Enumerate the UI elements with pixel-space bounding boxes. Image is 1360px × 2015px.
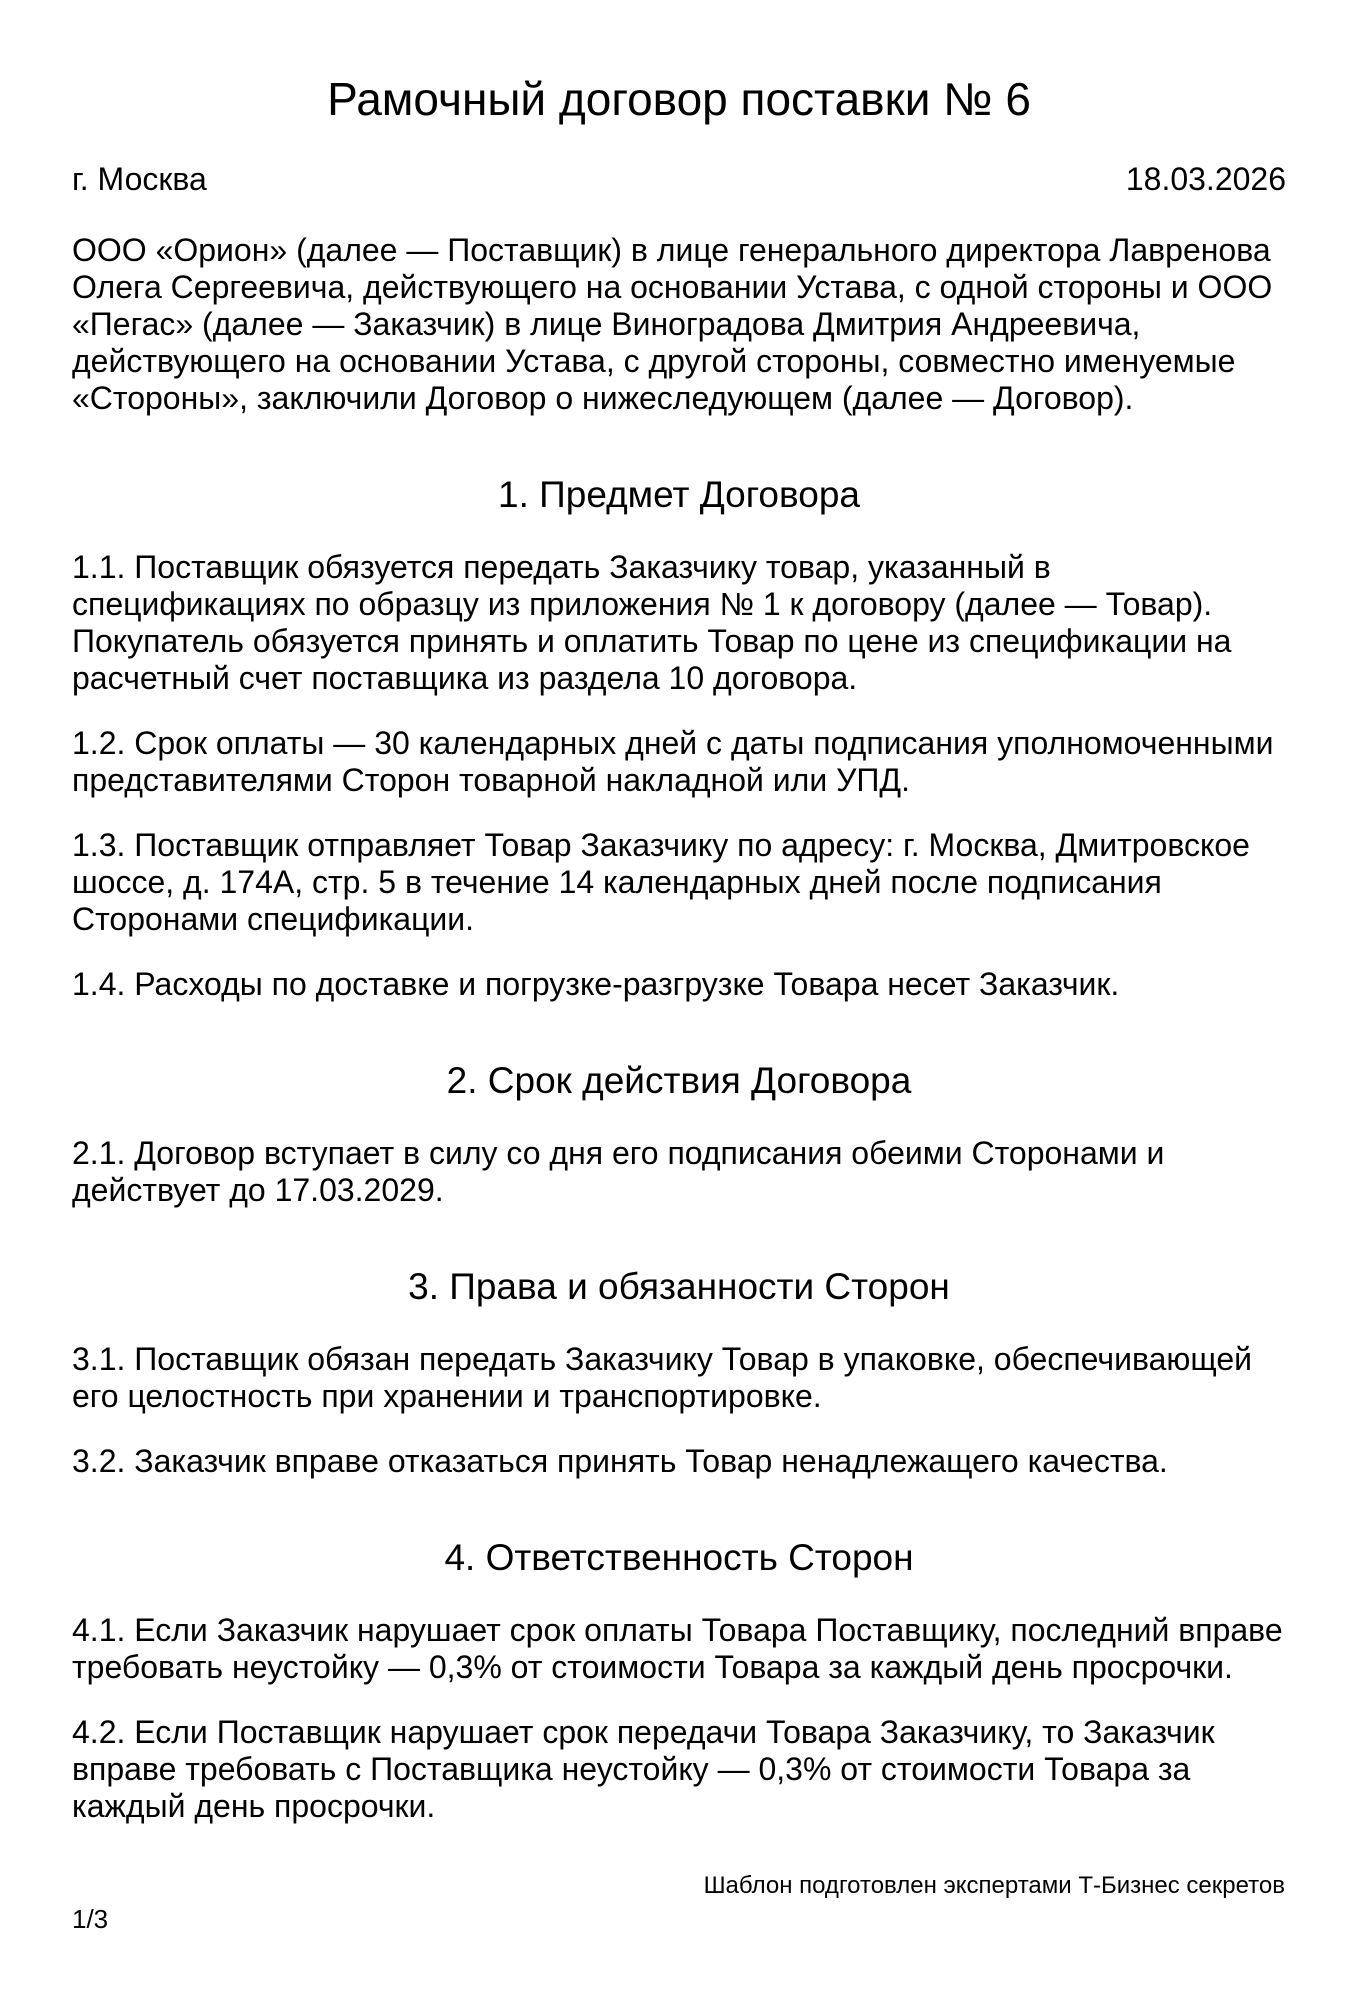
clause-1-3: 1.3. Поставщик отправляет Товар Заказчику по адресу: г. Москва, Дмитровское шоссе, д. 174А, стр. 5 в течение 14 календарных дней после подписания Сторонами спецификации. (72, 827, 1250, 938)
section-1-heading: 1. Предмет Договора (498, 474, 860, 516)
clause-1-1: 1.1. Поставщик обязуется передать Заказчику товар, указанный в спецификациях по образцу из приложения № 1 к договору (далее — Товар). Покупатель обязуется принять и оплатить Товар по цене из спецификации на расчетный счет поставщика из раздела 10 договора. (72, 549, 1232, 697)
document-date: 18.03.2026 (1125, 161, 1286, 198)
document-meta-row (72, 161, 1286, 198)
clause-2-1: 2.1. Договор вступает в силу со дня его подписания обеими Сторонами и действует до 17.03.2029. (72, 1135, 1165, 1209)
section-3-heading: 3. Права и обязанности Сторон (408, 1266, 950, 1308)
clause-3-2: 3.2. Заказчик вправе отказаться принять Товар ненадлежащего качества. (72, 1443, 1168, 1480)
document-city: г. Москва (72, 161, 207, 198)
clause-4-1: 4.1. Если Заказчик нарушает срок оплаты Товара Поставщику, последний вправе требовать неустойку — 0,3% от стоимости Товара за каждый день просрочки. (72, 1612, 1283, 1686)
clause-1-2: 1.2. Срок оплаты — 30 календарных дней с даты подписания уполномоченными представителями Сторон товарной накладной или УПД. (72, 725, 1274, 799)
clause-3-1: 3.1. Поставщик обязан передать Заказчику Товар в упаковке, обеспечивающей его целостность при хранении и транспортировке. (72, 1341, 1253, 1415)
footer-template-credit: Шаблон подготовлен экспертами Т-Бизнес секретов (703, 1872, 1285, 1899)
footer-page-number: 1/3 (72, 1904, 109, 1934)
section-2-heading: 2. Срок действия Договора (446, 1060, 912, 1102)
clause-4-2: 4.2. Если Поставщик нарушает срок передачи Товара Заказчику, то Заказчик вправе требовать с Поставщика неустойку — 0,3% от стоимости Товара за каждый день просрочки. (72, 1714, 1215, 1825)
section-4-heading: 4. Ответственность Сторон (444, 1537, 914, 1579)
document-title: Рамочный договор поставки № 6 (327, 73, 1031, 125)
clause-1-4: 1.4. Расходы по доставке и погрузке-разгрузке Товара несет Заказчик. (72, 966, 1120, 1003)
preamble-paragraph: ООО «Орион» (далее — Поставщик) в лице генерального директора Лавренова Олега Сергеевича, действующего на основании Устава, с одной стороны и ООО «Пегас» (далее — Заказчик) в лице Виноградова Дмитрия Андреевича, действующего на основании Устава, с другой стороны, совместно именуемые «Стороны», заключили Договор о нижеследующем (далее — Договор). (72, 232, 1273, 417)
